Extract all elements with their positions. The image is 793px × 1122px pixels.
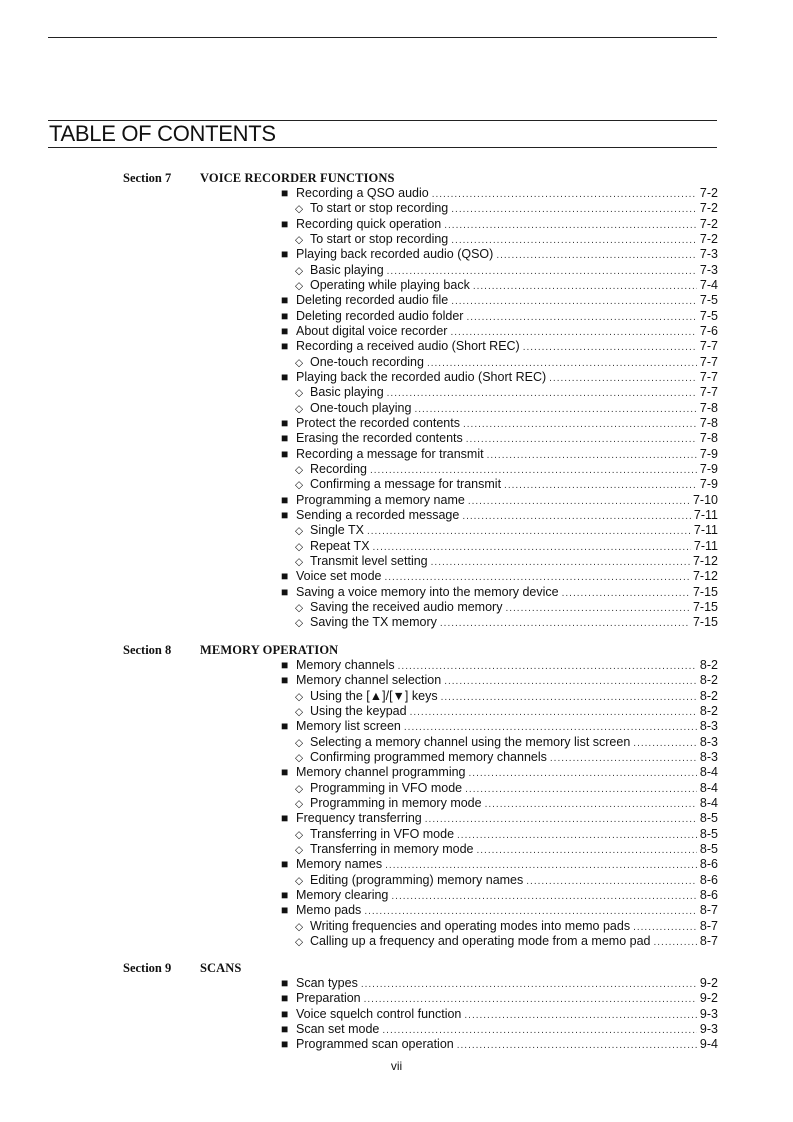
dot-leader [444,218,697,232]
dot-leader [562,586,690,600]
toc-entry-label: Erasing the recorded contents [296,431,463,446]
dot-leader [451,202,697,216]
toc-subentry [281,934,718,949]
diamond-bullet-icon: ◇ [295,555,304,568]
toc-entry [281,339,718,354]
dot-leader [425,812,697,826]
toc-page-ref: 9-3 [699,1021,718,1036]
dot-leader [523,340,697,354]
dot-leader [364,904,697,918]
diamond-bullet-icon: ◇ [295,617,304,630]
toc-page-ref: 8-2 [699,688,718,703]
dot-leader [398,659,697,673]
square-bullet-icon: ■ [281,1037,289,1052]
toc-entry [281,247,718,262]
dot-leader [451,233,697,247]
dot-leader [427,356,697,370]
toc-page-ref: 8-3 [699,749,718,764]
header-rule [48,37,717,38]
diamond-bullet-icon: ◇ [295,874,304,887]
toc-subentry [281,201,718,216]
square-bullet-icon: ■ [281,369,289,384]
toc-entry-label: Memory names [296,857,383,872]
section-8-entries [281,658,718,949]
diamond-bullet-icon: ◇ [295,935,304,948]
toc-page-ref: 7-7 [699,369,718,384]
square-bullet-icon: ■ [281,673,289,688]
toc-entry-label: Transmit level setting [310,553,428,568]
toc-page-ref: 8-5 [699,811,718,826]
dot-leader [364,992,697,1006]
square-bullet-icon: ■ [281,991,289,1006]
dot-leader [466,310,696,324]
toc-page-ref: 8-3 [699,734,718,749]
dot-leader [404,720,697,734]
dot-leader [526,874,697,888]
toc-page-ref: 9-2 [699,976,718,990]
dot-leader [485,797,697,811]
dot-leader [468,494,690,508]
toc-page-ref: 7-15 [692,599,718,614]
toc-entry-label: Memory list screen [296,719,401,734]
square-bullet-icon: ■ [281,293,289,308]
toc-entry-label: Transferring in memory mode [310,841,474,856]
diamond-bullet-icon: ◇ [295,387,304,400]
diamond-bullet-icon: ◇ [295,601,304,614]
square-bullet-icon: ■ [281,507,289,522]
dot-leader [451,294,697,308]
section-8-title: MEMORY OPERATION [200,643,339,657]
square-bullet-icon: ■ [281,247,289,262]
square-bullet-icon: ■ [281,976,289,990]
toc-subentry [281,600,718,615]
square-bullet-icon: ■ [281,719,289,734]
toc-page-ref: 8-2 [699,658,718,672]
dot-leader [450,325,696,339]
diamond-bullet-icon: ◇ [295,540,304,553]
toc-entry-label: Single TX [310,523,364,538]
toc-entry-label: Frequency transferring [296,811,422,826]
dot-leader [370,463,697,477]
toc-entry-label: Deleting recorded audio file [296,293,449,308]
toc-page-ref: 7-3 [699,262,718,277]
toc-entry-label: Recording a QSO audio [296,186,429,200]
toc-page-ref: 7-11 [693,507,718,522]
square-bullet-icon: ■ [281,765,289,780]
diamond-bullet-icon: ◇ [295,751,304,764]
toc-entry-label: Recording quick operation [296,216,442,231]
diamond-bullet-icon: ◇ [295,690,304,703]
dot-leader [444,674,697,688]
dot-leader [633,920,697,934]
toc-entry [281,811,718,826]
diamond-bullet-icon: ◇ [295,356,304,369]
toc-subentry [281,462,718,477]
toc-entry [281,888,718,903]
toc-entry [281,976,718,991]
toc-entry-label: Calling up a frequency and operating mode from a memo pad [310,933,651,948]
toc-entry-label: Playing back the recorded audio (Short REC) [296,369,547,384]
page-title: TABLE OF CONTENTS [49,121,276,146]
toc-page-ref: 9-4 [699,1037,718,1052]
dot-leader [382,1023,697,1037]
dot-leader [653,935,696,949]
dot-leader [465,782,697,796]
diamond-bullet-icon: ◇ [295,797,304,810]
dot-leader [387,264,697,278]
toc-entry-label: Sending a recorded message [296,507,460,522]
toc-subentry [281,539,718,554]
diamond-bullet-icon: ◇ [295,203,304,216]
diamond-bullet-icon: ◇ [295,920,304,933]
toc-page-ref: 7-2 [699,231,718,246]
diamond-bullet-icon: ◇ [295,402,304,415]
diamond-bullet-icon: ◇ [295,479,304,492]
toc-entry-label: Transferring in VFO mode [310,826,455,841]
dot-leader [414,402,696,416]
toc-page-ref: 7-7 [699,339,718,354]
toc-subentry [281,781,718,796]
toc-entry [281,324,718,339]
toc-entry-label: Voice squelch control function [296,1006,462,1021]
toc-subentry [281,873,718,888]
toc-entry [281,569,718,584]
dot-leader [466,432,697,446]
toc-entry-label: Programming a memory name [296,492,465,507]
dot-leader [463,417,697,431]
toc-entry [281,1037,718,1052]
toc-page-ref: 7-8 [699,415,718,430]
toc-page-ref: 7-15 [692,584,718,599]
toc-subentry [281,232,718,247]
toc-page-ref: 7-2 [699,186,718,200]
dot-leader [384,570,690,584]
toc-entry-label: Playing back recorded audio (QSO) [296,247,494,262]
dot-leader [473,279,697,293]
section-9-title: SCANS [200,961,242,975]
square-bullet-icon: ■ [281,415,289,430]
toc-page-ref: 7-4 [699,277,718,292]
toc-entry-label: Programming in memory mode [310,795,482,810]
toc-entry-label: Scan set mode [296,1021,380,1036]
toc-entry-label: Confirming a message for transmit [310,477,502,492]
toc-entry [281,1022,718,1037]
diamond-bullet-icon: ◇ [295,736,304,749]
diamond-bullet-icon: ◇ [295,264,304,277]
toc-page-ref: 8-6 [699,857,718,872]
dot-leader [391,889,697,903]
toc-entry-label: One-touch playing [310,400,412,415]
toc-entry-label: Memory channel programming [296,765,466,780]
toc-entry-label: Basic playing [310,262,384,277]
square-bullet-icon: ■ [281,446,289,461]
page-number: vii [390,1059,403,1073]
toc-entry-label: Scan types [296,976,358,990]
toc-entry-label: Memory clearing [296,887,389,902]
toc-page-ref: 7-2 [699,216,718,231]
toc-entry-label: Saving the TX memory [310,615,437,630]
toc-page-ref: 8-7 [699,903,718,918]
square-bullet-icon: ■ [281,308,289,323]
toc-entry-label: Using the [▲]/[▼] keys [310,688,438,703]
toc-entry-label: To start or stop recording [310,231,449,246]
diamond-bullet-icon: ◇ [295,843,304,856]
dot-leader [464,1008,697,1022]
square-bullet-icon: ■ [281,811,289,826]
section-7-title: VOICE RECORDER FUNCTIONS [200,171,395,185]
toc-entry [281,719,718,734]
toc-entry [281,217,718,232]
toc-entry [281,991,718,1006]
dot-leader [549,371,697,385]
dot-leader [361,977,697,991]
dot-leader [432,187,697,201]
toc-page-ref: 8-2 [699,673,718,688]
toc-entry-label: Programmed scan operation [296,1037,454,1052]
toc-entry [281,431,718,446]
square-bullet-icon: ■ [281,492,289,507]
toc-subentry [281,735,718,750]
toc-entry [281,658,718,673]
toc-subentry [281,615,718,630]
square-bullet-icon: ■ [281,186,289,200]
toc-entry [281,370,718,385]
toc-page-ref: 7-6 [699,323,718,338]
toc-entry-label: To start or stop recording [310,201,449,216]
toc-entry-label: Basic playing [310,385,384,400]
dot-leader [410,705,697,719]
dot-leader [387,386,697,400]
section-7-label: Section 7 [123,171,172,185]
toc-page-ref: 7-7 [699,354,718,369]
toc-subentry [281,554,718,569]
toc-subentry [281,278,718,293]
dot-leader [476,843,696,857]
square-bullet-icon: ■ [281,1021,289,1036]
diamond-bullet-icon: ◇ [295,705,304,718]
toc-entry [281,186,718,201]
toc-page-ref: 8-4 [699,780,718,795]
diamond-bullet-icon: ◇ [295,463,304,476]
dot-leader [550,751,697,765]
toc-page-ref: 7-9 [699,446,718,461]
toc-entry [281,765,718,780]
section-8-label: Section 8 [123,643,172,657]
toc-subentry [281,477,718,492]
diamond-bullet-icon: ◇ [295,828,304,841]
toc-page-ref: 7-5 [699,293,718,308]
toc-entry-label: Repeat TX [310,538,370,553]
toc-page-ref: 7-11 [693,538,718,553]
dot-leader [440,616,690,630]
toc-subentry [281,827,718,842]
dot-leader [457,828,697,842]
toc-subentry [281,523,718,538]
dot-leader [457,1038,697,1052]
toc-page-ref: 7-15 [692,615,718,630]
toc-entry-label: Saving the received audio memory [310,599,503,614]
toc-subentry [281,263,718,278]
toc-entry [281,585,718,600]
square-bullet-icon: ■ [281,339,289,354]
square-bullet-icon: ■ [281,323,289,338]
toc-entry-label: Programming in VFO mode [310,780,463,795]
toc-entry [281,508,718,523]
toc-entry [281,493,718,508]
toc-page-ref: 7-3 [699,247,718,262]
section-9-entries [281,976,718,1053]
square-bullet-icon: ■ [281,1006,289,1021]
toc-entry [281,293,718,308]
toc-page-ref: 7-10 [692,492,718,507]
square-bullet-icon: ■ [281,216,289,231]
toc-entry-label: Operating while playing back [310,277,470,292]
dot-leader [487,448,697,462]
toc-page-ref: 9-2 [699,991,718,1006]
diamond-bullet-icon: ◇ [295,525,304,538]
toc-entry-label: Recording a received audio (Short REC) [296,339,520,354]
section-7-entries [281,186,718,631]
dot-leader [469,766,697,780]
toc-page-ref: 8-6 [699,887,718,902]
dot-leader [496,248,697,262]
toc-entry [281,903,718,918]
toc-page-ref: 7-5 [699,308,718,323]
diamond-bullet-icon: ◇ [295,279,304,292]
toc-page-ref: 7-2 [699,201,718,216]
toc-entry-label: Confirming programmed memory channels [310,749,547,764]
toc-entry-label: Recording a message for transmit [296,446,484,461]
toc-entry-label: Recording [310,461,367,476]
toc-subentry [281,401,718,416]
title-rule-bottom [48,147,717,148]
toc-subentry [281,385,718,400]
toc-page-ref: 8-7 [699,933,718,948]
square-bullet-icon: ■ [281,584,289,599]
toc-entry-label: Memo pads [296,903,362,918]
toc-entry [281,309,718,324]
toc-page-ref: 8-7 [699,918,718,933]
toc-entry-label: Deleting recorded audio folder [296,308,464,323]
toc-page-ref: 7-8 [699,431,718,446]
toc-page-ref: 8-6 [699,872,718,887]
toc-entry-label: Preparation [296,991,361,1006]
toc-subentry [281,919,718,934]
square-bullet-icon: ■ [281,903,289,918]
toc-entry-label: About digital voice recorder [296,323,448,338]
dot-leader [504,478,697,492]
toc-entry-label: Memory channels [296,658,395,672]
square-bullet-icon: ■ [281,431,289,446]
toc-page-ref: 8-3 [699,719,718,734]
toc-page-ref: 8-5 [699,826,718,841]
section-9-label: Section 9 [123,961,172,975]
toc-subentry [281,842,718,857]
dot-leader [462,509,691,523]
toc-entry-label: Voice set mode [296,569,382,584]
toc-subentry [281,704,718,719]
toc-page-ref: 7-9 [699,477,718,492]
toc-entry-label: Writing frequencies and operating modes into memo pads [310,918,631,933]
dot-leader [373,540,691,554]
toc-page-ref: 7-12 [692,553,718,568]
toc-page-ref: 7-11 [693,523,718,538]
square-bullet-icon: ■ [281,887,289,902]
toc-subentry [281,355,718,370]
square-bullet-icon: ■ [281,569,289,584]
toc-entry-label: Using the keypad [310,703,407,718]
toc-page-ref: 8-2 [699,703,718,718]
toc-page-ref: 7-7 [699,385,718,400]
toc-entry [281,447,718,462]
diamond-bullet-icon: ◇ [295,782,304,795]
toc-entry-label: Memory channel selection [296,673,442,688]
toc-entry-label: Selecting a memory channel using the memory list screen [310,734,631,749]
dot-leader [431,555,690,569]
toc-subentry [281,750,718,765]
toc-entry [281,857,718,872]
toc-page-ref: 7-9 [699,461,718,476]
toc-entry [281,1007,718,1022]
toc-subentry [281,796,718,811]
toc-entry [281,416,718,431]
toc-entry-label: Editing (programming) memory names [310,872,524,887]
toc-entry [281,673,718,688]
dot-leader [505,601,690,615]
square-bullet-icon: ■ [281,857,289,872]
dot-leader [385,858,697,872]
toc-page-ref: 7-12 [692,569,718,584]
toc-entry-label: Protect the recorded contents [296,415,460,430]
toc-entry-label: One-touch recording [310,354,424,369]
dot-leader [441,690,697,704]
toc-page-ref: 9-3 [699,1006,718,1021]
dot-leader [367,524,691,538]
dot-leader [633,736,697,750]
toc-page-ref: 8-4 [699,765,718,780]
toc-entry-label: Saving a voice memory into the memory device [296,584,559,599]
toc-page-ref: 8-4 [699,795,718,810]
toc-page-ref: 8-5 [699,841,718,856]
diamond-bullet-icon: ◇ [295,233,304,246]
toc-subentry [281,689,718,704]
square-bullet-icon: ■ [281,658,289,672]
toc-page-ref: 7-8 [699,400,718,415]
